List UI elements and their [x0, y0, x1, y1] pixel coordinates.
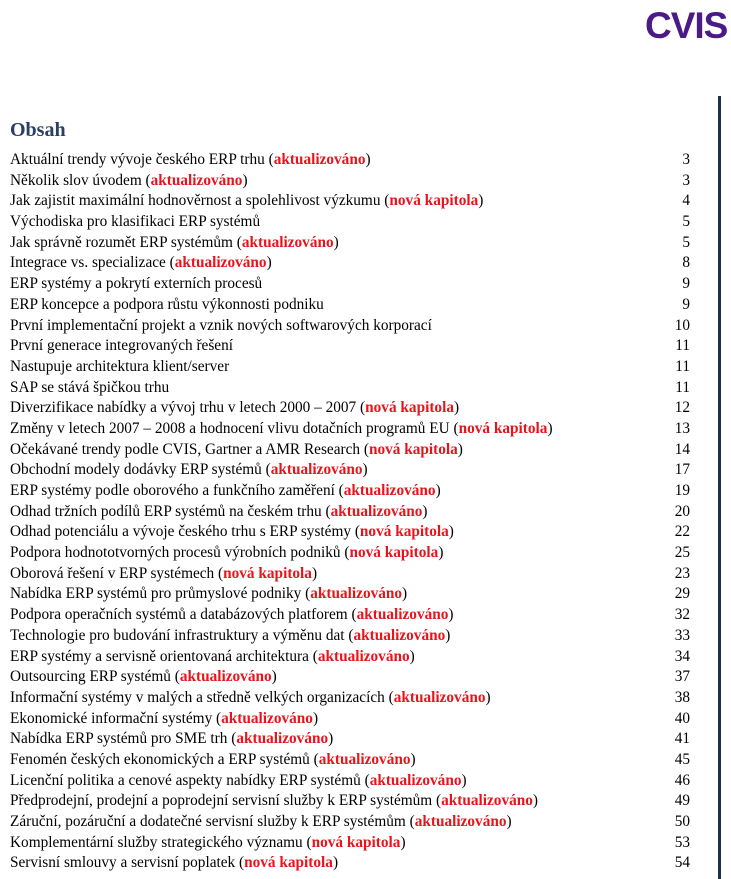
toc-entry-text: Servisní smlouvy a servisní poplatek	[10, 854, 236, 872]
toc-entry-status-tag: aktualizováno	[273, 151, 366, 168]
toc-entry-text: ERP systémy a servisně orientovaná architektura	[10, 647, 309, 665]
toc-entry[interactable]	[10, 171, 690, 192]
toc-entry[interactable]	[10, 419, 690, 440]
toc-entry-page-number: 13	[674, 419, 690, 437]
toc-entry-text: Podpora hodnototvorných procesů výrobních podniků	[10, 544, 341, 562]
toc-entry[interactable]	[10, 460, 690, 481]
toc-entry-title: Servisní smlouvy a servisní poplatek (nová kapitola)	[10, 854, 339, 872]
toc-entry-title: Obchodní modely dodávky ERP systémů (aktualizováno)	[10, 461, 368, 479]
toc-entry-page-number: 50	[674, 813, 690, 830]
toc-entry[interactable]	[10, 502, 690, 523]
toc-entry-status-tag: aktualizováno	[317, 647, 410, 665]
toc-entry-status-tag: aktualizováno	[150, 171, 243, 189]
toc-entry-page-number: 45	[674, 750, 690, 768]
toc-entry[interactable]	[10, 316, 690, 337]
toc-entry[interactable]	[10, 336, 690, 357]
toc-entry-text: Informační systémy v malých a středně velkých organizacích	[10, 688, 385, 706]
toc-entry-status-tag: nová kapitola	[349, 544, 439, 562]
page-title: Obsah	[10, 119, 66, 141]
toc-entry[interactable]	[10, 274, 690, 295]
page-divider	[718, 96, 721, 879]
toc-entry-status-tag: aktualizováno	[353, 626, 446, 644]
toc-entry-text: Oborová řešení v ERP systémech	[10, 564, 215, 582]
toc-entry[interactable]	[10, 378, 690, 399]
toc-entry[interactable]	[10, 626, 690, 647]
toc-entry-page-number: 5	[682, 213, 690, 231]
toc-entry-page-number: 38	[674, 688, 690, 706]
toc-entry-text: ERP systémy a pokrytí externích procesů	[10, 275, 263, 293]
toc-entry[interactable]	[10, 212, 690, 233]
toc-entry-text: Předprodejní, prodejní a poprodejní servisní služby k ERP systémům	[10, 792, 433, 810]
toc-entry-text: Obchodní modely dodávky ERP systémů	[10, 461, 262, 479]
toc-entry[interactable]	[10, 750, 690, 771]
toc-entry-title: Jak správně rozumět ERP systémům (aktualizováno)	[10, 233, 339, 251]
toc-entry-title	[10, 212, 260, 233]
toc-entry-title	[10, 378, 169, 399]
toc-entry-text: ERP systémy podle oborového a funkčního zaměření	[10, 482, 335, 499]
toc-entry-status-tag: aktualizováno	[369, 771, 462, 789]
toc-entry-text: Licenční politika a cenové aspekty nabídky ERP systémů	[10, 771, 361, 789]
toc-entry-status-tag: aktualizováno	[414, 813, 507, 830]
toc-entry-status-tag: aktualizováno	[330, 502, 423, 520]
toc-entry[interactable]	[10, 564, 690, 585]
toc-entry-page-number: 14	[674, 440, 690, 458]
toc-entry-title: Podpora operačních systémů a databázových platforem (aktualizováno)	[10, 606, 454, 624]
toc-entry[interactable]	[10, 295, 690, 316]
toc-entry-page-number: 3	[682, 171, 690, 189]
toc-entry-title: ERP systémy podle oborového a funkčního zaměření (aktualizováno)	[10, 482, 441, 499]
toc-entry-page-number: 5	[682, 233, 690, 251]
toc-entry-title: Diverzifikace nabídky a vývoj trhu v letech 2000 – 2007 (nová kapitola)	[10, 399, 460, 417]
toc-entry-title: Informační systémy v malých a středně velkých organizacích (aktualizováno)	[10, 688, 491, 706]
toc-entry-title: Aktuální trendy vývoje českého ERP trhu (aktualizováno)	[10, 151, 371, 168]
toc-entry[interactable]	[10, 667, 690, 688]
toc-entry-title: Záruční, pozáruční a dodatečné servisní služby k ERP systémům (aktualizováno)	[10, 813, 512, 830]
toc-entry-title: Podpora hodnototvorných procesů výrobních podniků (nová kapitola)	[10, 544, 444, 562]
toc-entry-status-tag: aktualizováno	[241, 233, 334, 251]
toc-entry[interactable]	[10, 647, 690, 668]
toc-entry-title: Technologie pro budování infrastruktury a výměnu dat (aktualizováno)	[10, 626, 451, 644]
toc-entry-page-number: 11	[675, 337, 690, 355]
toc-entry-page-number: 19	[674, 482, 690, 499]
toc-entry-status-tag: aktualizováno	[356, 606, 449, 624]
toc-entry-text: Odhad potenciálu a vývoje českého trhu s ERP systémy	[10, 523, 351, 541]
toc-entry-page-number: 23	[674, 564, 690, 582]
toc-entry-page-number: 54	[674, 854, 690, 872]
toc-entry[interactable]	[10, 440, 690, 461]
toc-entry-title: Změny v letech 2007 – 2008 a hodnocení vlivu dotačních programů EU (nová kapitola)	[10, 419, 553, 437]
toc-entry-title: Fenomén českých ekonomických a ERP systémů (aktualizováno)	[10, 750, 416, 768]
toc-entry-page-number: 33	[674, 626, 690, 644]
toc-entry-text: Komplementární služby strategického významu	[10, 833, 303, 851]
toc-entry[interactable]	[10, 233, 690, 254]
toc-entry[interactable]	[10, 812, 690, 833]
toc-entry-status-tag: nová kapitola	[389, 192, 479, 210]
toc-entry-text: Jak správně rozumět ERP systémům	[10, 233, 233, 251]
toc-entry-text: Očekávané trendy podle CVIS, Gartner a AMR Research	[10, 440, 361, 458]
toc-entry-title	[10, 336, 233, 357]
toc-entry-title: Očekávané trendy podle CVIS, Gartner a AMR Research (nová kapitola)	[10, 440, 463, 458]
toc-entry-text: Východiska pro klasifikaci ERP systémů	[10, 213, 261, 231]
toc-entry-status-tag: aktualizováno	[179, 668, 272, 686]
toc-entry-page-number: 40	[674, 709, 690, 727]
toc-entry-text: Nabídka ERP systémů pro průmyslové podniky	[10, 585, 302, 603]
toc-entry-text: Aktuální trendy vývoje českého ERP trhu	[10, 151, 265, 168]
toc-entry-page-number: 17	[674, 461, 690, 479]
toc-entry-status-tag: nová kapitola	[458, 419, 548, 437]
toc-entry[interactable]	[10, 729, 690, 750]
toc-entry-title: ERP systémy a servisně orientovaná architektura (aktualizováno)	[10, 647, 415, 665]
toc-entry-text: Odhad tržních podílů ERP systémů na českém trhu	[10, 502, 322, 520]
toc-entry-text: Outsourcing ERP systémů	[10, 668, 171, 686]
toc-entry[interactable]	[10, 709, 690, 730]
toc-entry[interactable]	[10, 584, 690, 605]
toc-entry-text: Fenomén českých ekonomických a ERP systémů	[10, 750, 310, 768]
toc-entry-text: Podpora operačních systémů a databázových platforem	[10, 606, 348, 624]
toc-entry[interactable]	[10, 481, 690, 502]
toc-entry-status-tag: nová kapitola	[365, 399, 454, 417]
toc-entry-status-tag: aktualizováno	[318, 750, 411, 768]
toc-entry-text: Technologie pro budování infrastruktury a výměnu dat	[10, 626, 345, 644]
toc-entry-page-number: 10	[674, 316, 690, 334]
toc-entry[interactable]	[10, 253, 690, 274]
toc-entry-text: Diverzifikace nabídky a vývoj trhu v letech 2000 – 2007	[10, 399, 357, 417]
toc-entry-title: Licenční politika a cenové aspekty nabídky ERP systémů (aktualizováno)	[10, 771, 467, 789]
toc-entry-page-number: 34	[674, 647, 690, 665]
toc-entry-page-number: 29	[674, 585, 690, 603]
toc-entry-page-number: 25	[674, 544, 690, 562]
toc-entry-page-number: 9	[682, 295, 690, 313]
toc-entry-text: ERP koncepce a podpora růstu výkonnosti podniku	[10, 295, 324, 313]
toc-entry-status-tag: aktualizováno	[174, 254, 267, 272]
toc-entry-title	[10, 316, 432, 337]
toc-entry-page-number: 3	[682, 151, 690, 168]
toc-entry-page-number: 37	[674, 668, 690, 686]
toc-entry-title: Outsourcing ERP systémů (aktualizováno)	[10, 668, 277, 686]
toc-entry-text: Ekonomické informační systémy	[10, 709, 213, 727]
toc-entry-text: Záruční, pozáruční a dodatečné servisní služby k ERP systémům	[10, 813, 406, 830]
toc-entry-page-number: 11	[675, 357, 690, 375]
toc-entry-title: Jak zajistit maximální hodnověrnost a spolehlivost výzkumu (nová kapitola)	[10, 192, 484, 210]
toc-entry-title: Předprodejní, prodejní a poprodejní servisní služby k ERP systémům (aktualizováno)	[10, 792, 539, 810]
toc-entry-title: Odhad potenciálu a vývoje českého trhu s ERP systémy (nová kapitola)	[10, 523, 454, 541]
toc-entry-text: Nastupuje architektura klient/server	[10, 357, 230, 375]
toc-entry[interactable]	[10, 771, 690, 792]
toc-entry-page-number: 46	[674, 771, 690, 789]
toc-entry[interactable]	[10, 150, 690, 171]
toc-entry[interactable]	[10, 688, 690, 709]
toc-entry-title: Nabídka ERP systémů pro SME trh (aktualizováno)	[10, 730, 334, 748]
toc-entry-status-tag: nová kapitola	[311, 833, 401, 851]
toc-entry-status-tag: nová kapitola	[359, 523, 449, 541]
toc-entry[interactable]	[10, 833, 690, 854]
toc-entry-page-number: 53	[674, 833, 690, 851]
toc-entry-status-tag: aktualizováno	[393, 688, 486, 706]
toc-entry-title: Komplementární služby strategického významu (nová kapitola)	[10, 833, 406, 851]
toc-entry-page-number: 9	[682, 275, 690, 293]
toc-entry-page-number: 32	[674, 606, 690, 624]
toc-entry-page-number: 11	[675, 378, 690, 396]
toc-entry-title: Několik slov úvodem (aktualizováno)	[10, 171, 248, 189]
toc-entry[interactable]	[10, 853, 690, 874]
toc-entry-status-tag: nová kapitola	[223, 564, 312, 582]
toc-entry-title: Odhad tržních podílů ERP systémů na českém trhu (aktualizováno)	[10, 502, 428, 520]
toc-entry-title: Integrace vs. specializace (aktualizováno)	[10, 254, 272, 272]
toc-entry-status-tag: aktualizováno	[236, 730, 329, 748]
toc-entry-title: Nabídka ERP systémů pro průmyslové podniky (aktualizováno)	[10, 585, 408, 603]
toc-entry-text: První generace integrovaných řešení	[10, 337, 233, 355]
toc-entry-page-number: 12	[674, 399, 690, 417]
cvis-logo: CVIS	[645, 5, 728, 46]
toc-entry-page-number: 41	[674, 730, 690, 748]
toc-entry-page-number: 22	[674, 523, 690, 541]
toc-entry[interactable]	[10, 398, 690, 419]
toc-entry-text: Integrace vs. specializace	[10, 254, 166, 272]
toc-entry-status-tag: nová kapitola	[368, 440, 458, 458]
toc-entry[interactable]	[10, 543, 690, 564]
toc-entry[interactable]	[10, 191, 690, 212]
table-of-contents	[10, 150, 690, 874]
toc-entry-title	[10, 274, 262, 295]
toc-entry-text: Změny v letech 2007 – 2008 a hodnocení vlivu dotačních programů EU	[10, 419, 450, 437]
toc-entry[interactable]	[10, 357, 690, 378]
toc-entry-title: Oborová řešení v ERP systémech (nová kapitola)	[10, 564, 318, 582]
toc-entry-text: Jak zajistit maximální hodnověrnost a spolehlivost výzkumu	[10, 192, 381, 210]
toc-entry-text: SAP se stává špičkou trhu	[10, 378, 170, 396]
toc-entry-page-number: 8	[682, 254, 690, 272]
toc-entry[interactable]	[10, 791, 690, 812]
toc-entry-title	[10, 295, 324, 316]
toc-entry-status-tag: aktualizováno	[270, 461, 363, 479]
toc-entry-text: Nabídka ERP systémů pro SME trh	[10, 730, 228, 748]
toc-entry-title: Ekonomické informační systémy (aktualizováno)	[10, 709, 319, 727]
toc-entry-text: První implementační projekt a vznik nových softwarových korporací	[10, 316, 432, 334]
toc-entry[interactable]	[10, 605, 690, 626]
toc-entry-page-number: 49	[674, 792, 690, 810]
toc-entry-page-number: 4	[682, 192, 690, 210]
toc-entry-status-tag: nová kapitola	[244, 854, 333, 872]
toc-entry-status-tag: aktualizováno	[221, 709, 313, 727]
toc-entry-page-number: 20	[674, 502, 690, 520]
toc-entry-status-tag: aktualizováno	[310, 585, 403, 603]
toc-entry-status-tag: aktualizováno	[343, 482, 436, 499]
toc-entry-title	[10, 357, 229, 378]
toc-entry-status-tag: aktualizováno	[441, 792, 533, 810]
toc-entry[interactable]	[10, 522, 690, 543]
toc-entry-text: Několik slov úvodem	[10, 171, 142, 189]
